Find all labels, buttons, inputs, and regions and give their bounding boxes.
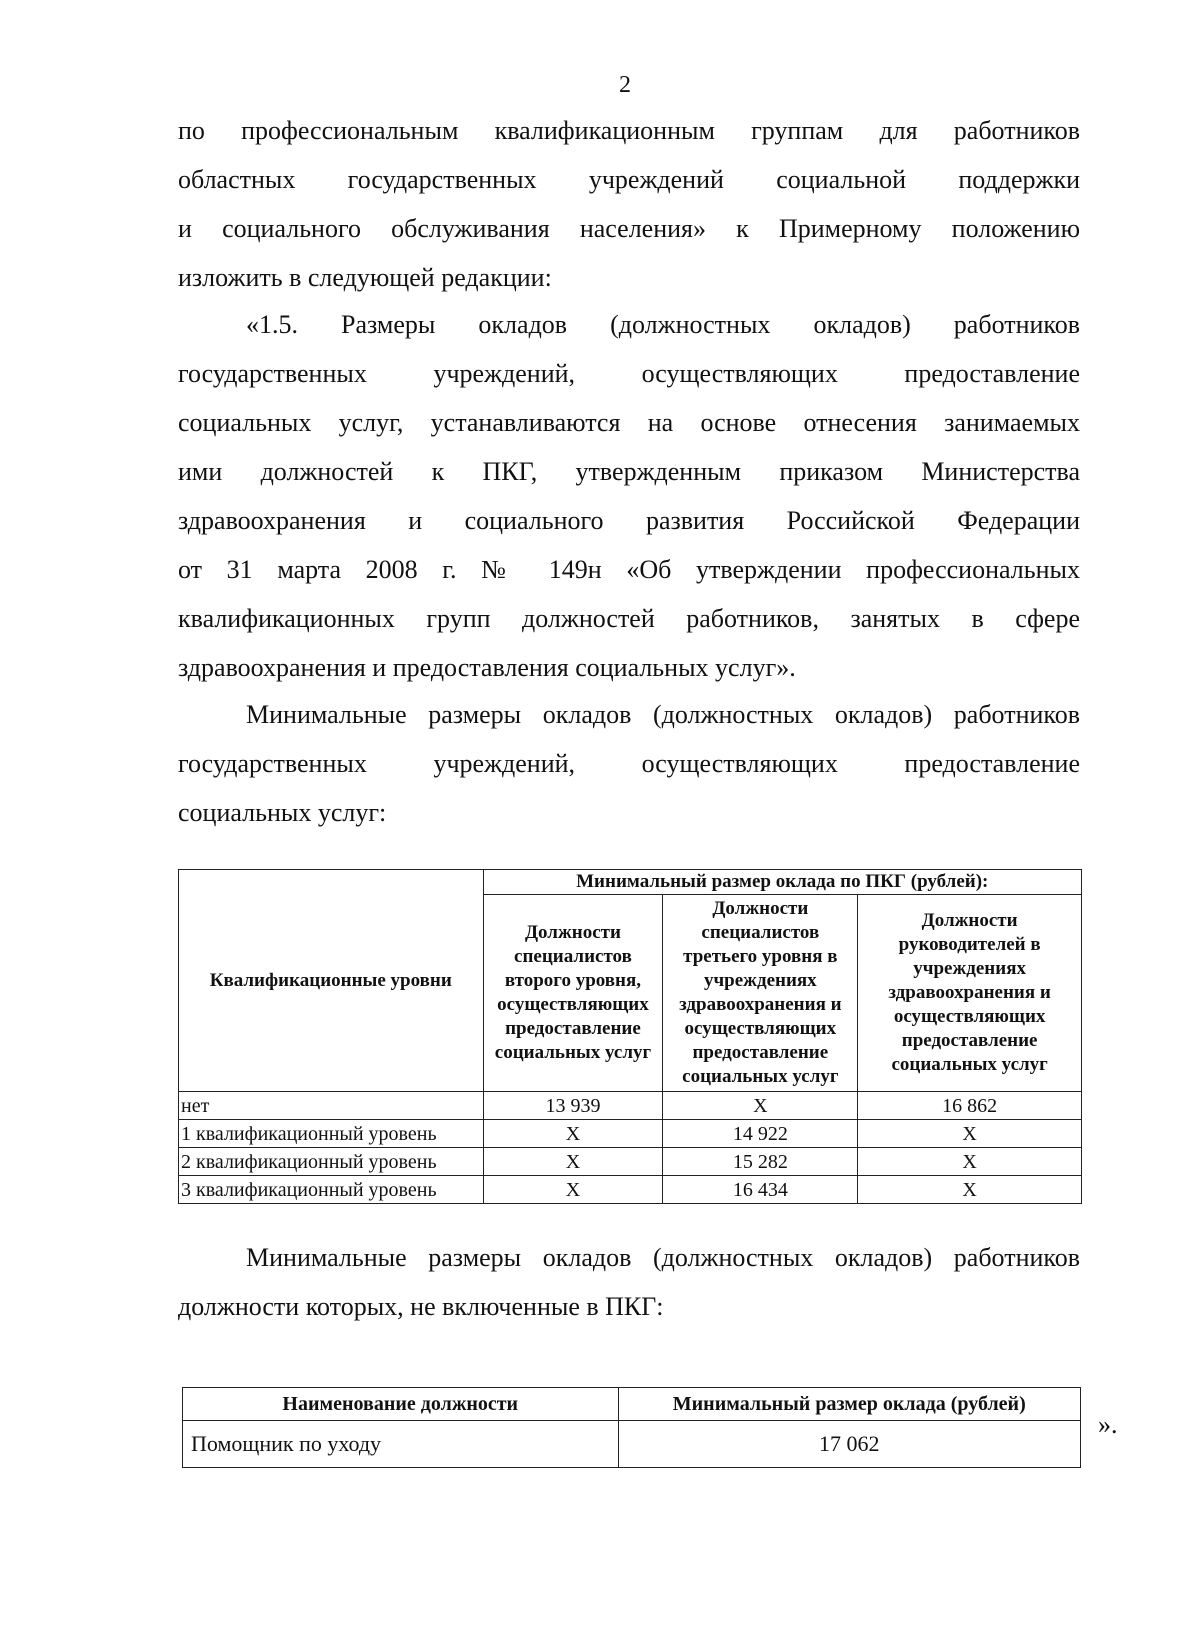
value-cell: 16 862 (858, 1092, 1082, 1120)
header-position-name: Наименование должности (183, 1388, 619, 1421)
value-cell: Х (483, 1148, 663, 1176)
header-col-specialists-3: Должности специалистов третьего уровня в учреждениях здравоохранения и осуществляющих предоставление социальных услуг (663, 895, 858, 1092)
level-cell: 2 квалификационный уровень (179, 1148, 484, 1176)
value-cell: Х (858, 1120, 1082, 1148)
text-line: здравоохранения и социального развития Российской Федерации (178, 506, 1080, 535)
text-line: областных государственных учреждений социальной поддержки (178, 165, 1080, 194)
text-line: изложить в следующей редакции: (178, 263, 552, 292)
salary-table-pkg (178, 869, 1082, 1204)
closing-quote-mark: ». (1098, 1410, 1118, 1439)
table-row (179, 1092, 1082, 1120)
text-line: должности которых, не включенные в ПКГ: (178, 1292, 664, 1321)
value-cell: Х (858, 1148, 1082, 1176)
text-line: и социального обслуживания населения» к Примерному положению (178, 214, 1080, 243)
text-line: социальных услуг: (178, 798, 387, 827)
text-line: Минимальные размеры окладов (должностных окладов) работников (246, 1243, 1080, 1272)
header-group: Минимальный размер оклада по ПКГ (рублей): (483, 870, 1082, 895)
value-cell: 13 939 (483, 1092, 663, 1120)
text-line: Минимальные размеры окладов (должностных окладов) работников (246, 700, 1080, 729)
salary-amount-cell: 17 062 (618, 1421, 1080, 1468)
level-cell: 3 квалификационный уровень (179, 1176, 484, 1204)
text-line: «1.5. Размеры окладов (должностных окладов) работников (246, 310, 1080, 339)
text-line: квалификационных групп должностей работников, занятых в сфере (178, 604, 1080, 633)
table-row (183, 1421, 1081, 1468)
value-cell: 15 282 (663, 1148, 858, 1176)
value-cell: Х (483, 1120, 663, 1148)
value-cell: Х (663, 1092, 858, 1120)
value-cell: 14 922 (663, 1120, 858, 1148)
table-row (179, 1120, 1082, 1148)
table-row (179, 1176, 1082, 1204)
paragraph-non-pkg (178, 1233, 1080, 1331)
paragraph-intro (178, 106, 1080, 302)
value-cell: 16 434 (663, 1176, 858, 1204)
level-cell: 1 квалификационный уровень (179, 1120, 484, 1148)
value-cell: Х (483, 1176, 663, 1204)
text-line: государственных учреждений, осуществляющих предоставление (178, 359, 1080, 388)
text-line: государственных учреждений, осуществляющих предоставление (178, 749, 1080, 778)
header-levels: Квалификационные уровни (179, 870, 484, 1092)
level-cell: нет (179, 1092, 484, 1120)
value-cell: Х (858, 1176, 1082, 1204)
header-min-salary: Минимальный размер оклада (рублей) (618, 1388, 1080, 1421)
header-col-managers: Должности руководителей в учреждениях здравоохранения и осуществляющих предоставление социальных услуг (858, 895, 1082, 1092)
text-line: от 31 марта 2008 г. № 149н «Об утверждении профессиональных (178, 555, 1080, 584)
table-row (179, 1148, 1082, 1176)
salary-table-non-pkg (182, 1387, 1081, 1468)
paragraph-1-5 (178, 300, 1080, 692)
paragraph-min-salaries (178, 690, 1080, 837)
header-col-specialists-2: Должности специалистов второго уровня, осуществляющих предоставление социальных услуг (483, 895, 663, 1092)
text-line: ими должностей к ПКГ, утвержденным приказом Министерства (178, 457, 1080, 486)
text-line: по профессиональным квалификационным группам для работников (178, 116, 1080, 145)
text-line: здравоохранения и предоставления социальных услуг». (178, 653, 796, 682)
position-name-cell: Помощник по уходу (183, 1421, 619, 1468)
text-line: социальных услуг, устанавливаются на основе отнесения занимаемых (178, 408, 1080, 437)
page-number: 2 (619, 72, 631, 98)
